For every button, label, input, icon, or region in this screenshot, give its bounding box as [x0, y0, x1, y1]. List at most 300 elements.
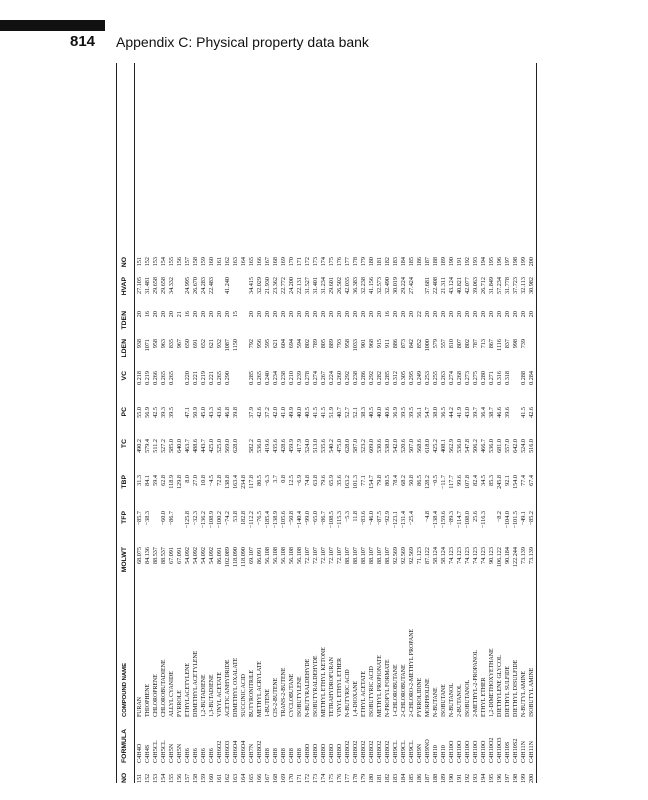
cell-tc: 557.0 — [504, 439, 511, 453]
cell-tc: 538.0 — [384, 439, 391, 453]
cell-tbp: 117.8 — [248, 475, 255, 489]
cell-lden: 873 — [400, 339, 407, 349]
cell-tden: 16 — [144, 311, 151, 318]
cell-molwt: 54.092 — [200, 547, 207, 565]
cell-tbp: 99.6 — [456, 475, 463, 486]
cell-tfp: −38.3 — [144, 511, 151, 526]
cell-lden: 963 — [160, 339, 167, 349]
cell-tfp: −50.8 — [288, 511, 295, 526]
cell-tfp: −136.2 — [200, 511, 207, 529]
cell-tbp: 163.2 — [344, 475, 351, 489]
cell-tc: 640.0 — [176, 439, 183, 453]
cell-no: 196 — [496, 773, 503, 783]
cell-tfp: −108.5 — [328, 511, 335, 529]
cell-no-right: 181 — [376, 257, 383, 267]
cell-formula: C4H4S — [144, 744, 151, 763]
cell-formula: C4H10S2 — [512, 738, 519, 763]
cell-tden: 20 — [320, 311, 327, 318]
cell-hvap: 31.234 — [320, 277, 327, 295]
cell-no: 184 — [400, 773, 407, 783]
table-row — [224, 63, 232, 783]
cell-no: 187 — [424, 773, 431, 783]
cell-pc: 39.5 — [400, 407, 407, 418]
cell-tbp: 77.1 — [360, 475, 367, 486]
cell-pc: 40.0 — [376, 407, 383, 418]
cell-tc: 628.0 — [232, 439, 239, 453]
cell-molwt: 92.569 — [408, 547, 415, 565]
cell-molwt: 74.123 — [464, 547, 471, 565]
cell-formula: C4H10O — [456, 740, 463, 763]
cell-tbp: 101.3 — [352, 475, 359, 489]
cell-tden: 20 — [528, 311, 535, 318]
cell-lden: 691 — [192, 339, 199, 349]
cell-formula: C4H9CL — [392, 740, 399, 763]
cell-tfp: −25.4 — [408, 511, 415, 526]
cell-tfp: −86.7 — [320, 511, 327, 526]
cell-lden: 911 — [384, 339, 391, 349]
cell-no-right: 167 — [264, 257, 271, 267]
cell-tfp: −46.0 — [368, 511, 375, 526]
cell-no-right: 159 — [200, 257, 207, 267]
cell-no-right: 160 — [208, 257, 215, 267]
cell-vc — [240, 371, 248, 405]
cell-tden: 20 — [504, 311, 511, 318]
cell-no: 165 — [248, 773, 255, 783]
cell-tbp: 68.2 — [400, 475, 407, 486]
cell-lden: 621 — [208, 339, 215, 349]
cell-tbp: 79.6 — [320, 475, 327, 486]
cell-formula: C4H5CL — [152, 740, 159, 763]
cell-vc: 0.290 — [224, 371, 231, 385]
cell-molwt: 73.139 — [520, 547, 527, 565]
cell-no: 178 — [352, 773, 359, 783]
cell-formula: C4H9N — [416, 743, 423, 763]
cell-tden: 20 — [496, 311, 503, 318]
cell-tden: 16 — [184, 311, 191, 318]
cell-hvap — [176, 277, 184, 309]
cell-tc: 524.0 — [304, 439, 311, 453]
cell-compound-name: ISOBUTYL AMINE — [529, 667, 535, 717]
cell-no-right: 192 — [464, 257, 471, 267]
table-row — [344, 63, 352, 783]
cell-hvap: 29.601 — [328, 277, 335, 295]
cell-tfp: −104.0 — [504, 511, 511, 529]
cell-tden: 20 — [456, 311, 463, 318]
cell-tc: 520.6 — [400, 439, 407, 453]
cell-tc: 425.0 — [208, 439, 215, 453]
cell-tden: 20 — [512, 311, 519, 318]
cell-vc: 0.282 — [376, 371, 383, 385]
cell-lden: 1150 — [232, 339, 239, 352]
cell-tfp: −101.5 — [512, 511, 519, 529]
cell-pc: 42.5 — [152, 407, 159, 418]
cell-lden: 802 — [464, 339, 471, 349]
table-row — [248, 63, 256, 783]
table-row — [408, 63, 416, 783]
cell-hvap: 27.424 — [408, 277, 415, 295]
cell-no: 162 — [224, 773, 231, 783]
cell-compound-name: 2-METHYL-2-PROPANOL — [473, 650, 479, 717]
table-row — [288, 63, 296, 783]
cell-molwt: 56.108 — [272, 547, 279, 565]
cell-molwt: 92.569 — [400, 547, 407, 565]
cell-compound-name: CHLOROPRENE — [153, 674, 159, 717]
cell-no: 189 — [440, 773, 447, 783]
cell-lden: 792 — [248, 339, 255, 349]
cell-formula: C4H8 — [288, 748, 295, 763]
cell-tbp: 92.1 — [504, 475, 511, 486]
cell-no-right: 158 — [192, 257, 199, 267]
cell-molwt: 88.537 — [152, 547, 159, 565]
cell-no: 177 — [344, 773, 351, 783]
table-row — [416, 63, 424, 783]
cell-tbp: 107.8 — [464, 475, 471, 489]
cell-hvap: 32.573 — [376, 277, 383, 295]
cell-no-right: 170 — [288, 257, 295, 267]
table-row — [448, 63, 456, 783]
table-row — [272, 63, 280, 783]
cell-tbp: 50.8 — [408, 475, 415, 486]
header-tfp: TFP — [121, 511, 128, 524]
cell-tfp — [488, 511, 496, 545]
cell-hvap: 41.156 — [368, 277, 375, 295]
cell-tc: 547.8 — [464, 439, 471, 453]
cell-hvap: 21.930 — [264, 277, 271, 295]
cell-compound-name: VINYL ACETATE — [217, 672, 223, 717]
cell-formula: C4H11N — [520, 740, 527, 763]
cell-formula: C4H9CL — [400, 740, 407, 763]
cell-no-right: 161 — [216, 257, 223, 267]
cell-vc: 0.218 — [136, 371, 143, 385]
cell-tc: 506.2 — [472, 439, 479, 453]
cell-lden: 852 — [416, 339, 423, 349]
cell-tfp: −125.8 — [184, 511, 191, 529]
cell-tc: 513.0 — [312, 439, 319, 453]
cell-no: 188 — [432, 773, 439, 783]
cell-hvap: 32.490 — [384, 277, 391, 295]
cell-tfp: −105.6 — [280, 511, 287, 529]
cell-lden: 739 — [520, 339, 527, 349]
cell-molwt: 72.107 — [312, 547, 319, 565]
cell-tden: 20 — [288, 311, 295, 318]
cell-tden: 20 — [480, 311, 487, 318]
cell-tbp: 67.4 — [528, 475, 535, 486]
cell-tbp: 10.8 — [200, 475, 207, 486]
cell-hvap: 43.124 — [448, 277, 455, 295]
header-molwt: MOLWT — [121, 547, 128, 573]
header-tbp: TBP — [121, 475, 128, 489]
cell-tden: 20 — [224, 311, 231, 318]
cell-hvap: 31.401 — [312, 277, 319, 295]
cell-tc: 523.2 — [360, 439, 367, 453]
cell-lden: 886 — [392, 339, 399, 349]
cell-pc: 40.5 — [304, 407, 311, 418]
cell-molwt: 106.122 — [496, 547, 503, 568]
cell-compound-name: 2-BUTANOL — [457, 684, 463, 717]
cell-vc: 0.273 — [464, 371, 471, 385]
cell-compound-name: METHYL ACRYLATE — [257, 661, 263, 717]
cell-tbp: 80.5 — [256, 475, 263, 486]
cell-lden: 998 — [512, 339, 519, 349]
cell-no: 193 — [472, 773, 479, 783]
cell-tfp — [176, 511, 184, 545]
cell-tbp: 34.5 — [480, 475, 487, 486]
cell-tbp: 31.3 — [136, 475, 143, 486]
cell-vc: 0.288 — [520, 371, 527, 385]
cell-pc — [512, 407, 520, 437]
header-lden: LDEN — [121, 339, 128, 358]
cell-formula: C4H8O — [312, 743, 319, 763]
cell-tc: 582.2 — [248, 439, 255, 453]
cell-no-right: 166 — [256, 257, 263, 267]
cell-compound-name: ISOBUTANE — [441, 684, 447, 717]
cell-tfp: −32.3 — [192, 511, 199, 526]
cell-tbp: 63.8 — [312, 475, 319, 486]
cell-pc: 39.5 — [168, 407, 175, 418]
cell-vc: 0.265 — [216, 371, 223, 385]
cell-compound-name: ISOBUTYRIC ACID — [369, 666, 375, 717]
cell-compound-name: DIETHYL DISULFIDE — [513, 659, 519, 717]
cell-compound-name: CYCLOBUTANE — [289, 673, 295, 717]
table-row — [320, 63, 328, 783]
cell-tbp: 118.9 — [168, 475, 175, 489]
cell-no-right: 155 — [168, 257, 175, 267]
cell-molwt: 56.108 — [288, 547, 295, 565]
table-row — [200, 63, 208, 783]
cell-molwt: 88.107 — [384, 547, 391, 565]
cell-tbp: 82.4 — [472, 475, 479, 486]
cell-molwt: 73.139 — [528, 547, 535, 565]
cell-pc: 38.0 — [432, 407, 439, 418]
cell-formula: C4H5N — [168, 743, 175, 763]
cell-pc: 38.3 — [360, 407, 367, 418]
cell-tc: 475.0 — [336, 439, 343, 453]
cell-vc: 0.274 — [312, 371, 319, 385]
cell-pc: 43.6 — [216, 407, 223, 418]
cell-vc: 0.219 — [144, 371, 151, 385]
cell-no: 169 — [280, 773, 287, 783]
cell-pc: 36.4 — [480, 407, 487, 418]
cell-molwt: 88.107 — [376, 547, 383, 565]
cell-hvap: 27.105 — [136, 277, 143, 295]
cell-compound-name: DIETHYL SULFIDE — [505, 666, 511, 717]
cell-lden: 842 — [408, 339, 415, 349]
cell-pc: 39.7 — [472, 407, 479, 418]
cell-hvap — [240, 277, 248, 309]
cell-compound-name: N-PROPYL FORMATE — [385, 659, 391, 717]
cell-formula: C4H8O — [336, 743, 343, 763]
cell-vc: 0.285 — [248, 371, 255, 385]
cell-no: 180 — [368, 773, 375, 783]
table-top-rule — [116, 63, 117, 783]
cell-no: 185 — [408, 773, 415, 783]
cell-molwt: 58.124 — [440, 547, 447, 565]
cell-hvap: 41.240 — [224, 277, 231, 295]
cell-lden: 867 — [488, 339, 495, 349]
cell-tbp: 3.7 — [272, 475, 279, 483]
cell-vc: 0.275 — [472, 371, 479, 385]
cell-vc: 0.238 — [280, 371, 287, 385]
cell-lden: 958 — [344, 339, 351, 349]
cell-tden: 20 — [200, 311, 207, 318]
cell-no: 166 — [256, 773, 263, 783]
cell-tden: 20 — [328, 311, 335, 318]
cell-tden: 20 — [376, 311, 383, 318]
cell-tbp: −4.5 — [208, 475, 215, 487]
cell-tbp: 129.8 — [176, 475, 183, 489]
cell-tfp — [416, 511, 424, 545]
cell-tfp: −159.6 — [440, 511, 447, 529]
cell-lden: 604 — [280, 339, 287, 349]
table-row — [432, 63, 440, 783]
cell-formula: C4H8O2 — [352, 740, 359, 763]
cell-vc: 0.221 — [208, 371, 215, 385]
cell-no: 176 — [336, 773, 343, 783]
cell-vc: 0.268 — [456, 371, 463, 385]
cell-compound-name: ETHYL ETHER — [481, 677, 487, 717]
cell-compound-name: MORPHOLINE — [425, 678, 431, 717]
cell-tfp: −85.7 — [136, 511, 143, 526]
cell-pc: 37.2 — [264, 407, 271, 418]
cell-no: 151 — [136, 773, 143, 783]
cell-formula: C4H11N — [528, 740, 535, 763]
cell-lden: 837 — [504, 339, 511, 349]
cell-tc: 609.0 — [368, 439, 375, 453]
cell-tc: 618.0 — [424, 439, 431, 453]
cell-pc: 38.7 — [488, 407, 495, 418]
cell-pc: 36.9 — [392, 407, 399, 418]
cell-tc: 435.6 — [272, 439, 279, 453]
cell-tc: 417.9 — [296, 439, 303, 453]
cell-formula: C4H5CL — [160, 740, 167, 763]
cell-compound-name: METHYL PROPIONATE — [377, 655, 383, 717]
cell-tfp: −123.1 — [392, 511, 399, 529]
cell-formula: C4H8O — [320, 743, 327, 763]
cell-vc: 0.278 — [304, 371, 311, 385]
cell-vc: 0.305 — [400, 371, 407, 385]
cell-molwt: 56.108 — [264, 547, 271, 565]
cell-formula: C4H10O2 — [488, 737, 495, 763]
cell-no: 181 — [376, 773, 383, 783]
table-row — [232, 63, 240, 783]
cell-vc: 0.316 — [496, 371, 503, 385]
cell-hvap: 23.362 — [272, 277, 279, 295]
cell-tden: 20 — [264, 311, 271, 318]
cell-pc: 46.6 — [496, 407, 503, 418]
cell-compound-name: SUCCINIC ACID — [241, 673, 247, 717]
cell-formula: C4H8 — [296, 748, 303, 763]
cell-no-right: 178 — [352, 257, 359, 267]
cell-tbp: 62.8 — [160, 475, 167, 486]
cell-no-right: 152 — [144, 257, 151, 267]
cell-tc: 463.7 — [184, 439, 191, 453]
table-row — [400, 63, 408, 783]
cell-formula: C4H6 — [192, 748, 199, 763]
cell-no-right: 186 — [416, 257, 423, 267]
cell-vc: 0.265 — [168, 371, 175, 385]
table-row — [520, 63, 528, 783]
cell-tfp: −100.2 — [216, 511, 223, 529]
header-compound-name: COMPOUND NAME — [122, 663, 128, 717]
cell-vc: 0.292 — [368, 371, 375, 385]
cell-compound-name: 1,2-DIMETHOXYETHANE — [489, 648, 495, 717]
cell-tbp: 85.3 — [488, 475, 495, 486]
cell-no: 158 — [192, 773, 199, 783]
cell-tc: 524.0 — [520, 439, 527, 453]
cell-hvap: 22.131 — [296, 277, 303, 295]
cell-tbp: −6.3 — [264, 475, 271, 487]
cell-molwt: 67.091 — [176, 547, 183, 565]
cell-formula: C4H8O2 — [256, 740, 263, 763]
cell-formula: C4H9CL — [408, 740, 415, 763]
cell-tc: 507.0 — [408, 439, 415, 453]
cell-tfp: −76.5 — [256, 511, 263, 526]
cell-molwt: 102.089 — [224, 547, 231, 568]
cell-formula: C4H6O2 — [216, 740, 223, 763]
cell-formula: C4H6O4 — [240, 740, 247, 763]
cell-tden: 20 — [312, 311, 319, 318]
cell-formula: C4H10O — [464, 740, 471, 763]
cell-lden: 1033 — [352, 339, 359, 352]
table-row — [392, 63, 400, 783]
cell-molwt: 88.107 — [368, 547, 375, 565]
cell-hvap: 31.481 — [144, 277, 151, 295]
cell-no-right: 156 — [176, 257, 183, 267]
cell-pc: 43.3 — [208, 407, 215, 418]
table-row — [256, 63, 264, 783]
cell-no: 154 — [160, 773, 167, 783]
cell-hvap: 21.311 — [440, 277, 447, 294]
cell-lden: 787 — [472, 339, 479, 349]
cell-no-right: 177 — [344, 257, 351, 267]
table-row — [512, 63, 520, 783]
cell-compound-name: ISOBUTYRALDEHYDE — [313, 655, 319, 717]
cell-tc: 585.0 — [168, 439, 175, 453]
cell-compound-name: PYRROLE — [177, 690, 183, 717]
cell-lden: 1087 — [224, 339, 231, 352]
cell-hvap — [216, 277, 224, 309]
header-bar — [0, 20, 105, 31]
cell-tbp: 65.9 — [328, 475, 335, 486]
cell-compound-name: VINYL ETHYL ETHER — [337, 657, 343, 717]
cell-tbp: 245.8 — [496, 475, 503, 489]
cell-pc: 44.2 — [448, 407, 455, 418]
cell-tbp: 72.8 — [216, 475, 223, 486]
table-row — [304, 63, 312, 783]
cell-compound-name: DIMETHYL OXALATE — [233, 657, 239, 717]
cell-no: 190 — [448, 773, 455, 783]
cell-compound-name: 1,3-BUTADIENE — [209, 674, 215, 717]
table-header-rule — [134, 63, 135, 783]
cell-tbp: 79.8 — [376, 475, 383, 486]
cell-tfp: −115.3 — [336, 511, 343, 529]
cell-vc: 0.260 — [336, 371, 343, 385]
cell-vc: 0.263 — [440, 371, 447, 385]
cell-pc: 40.6 — [384, 407, 391, 418]
cell-vc — [176, 371, 184, 405]
cell-hvap: 24.283 — [200, 277, 207, 295]
cell-lden: 789 — [312, 339, 319, 349]
cell-molwt: 74.123 — [472, 547, 479, 565]
cell-hvap: 57.234 — [496, 277, 503, 295]
cell-tbp: 8.0 — [184, 475, 191, 483]
cell-compound-name: DIMETHYL ACETYLENE — [193, 650, 199, 717]
cell-compound-name: N-BUTANOL — [449, 683, 455, 717]
cell-lden: 835 — [168, 339, 175, 349]
cell-compound-name: BUTYRONITRILE — [249, 669, 255, 717]
cell-no: 161 — [216, 773, 223, 783]
cell-tbp: 77.4 — [520, 475, 527, 486]
